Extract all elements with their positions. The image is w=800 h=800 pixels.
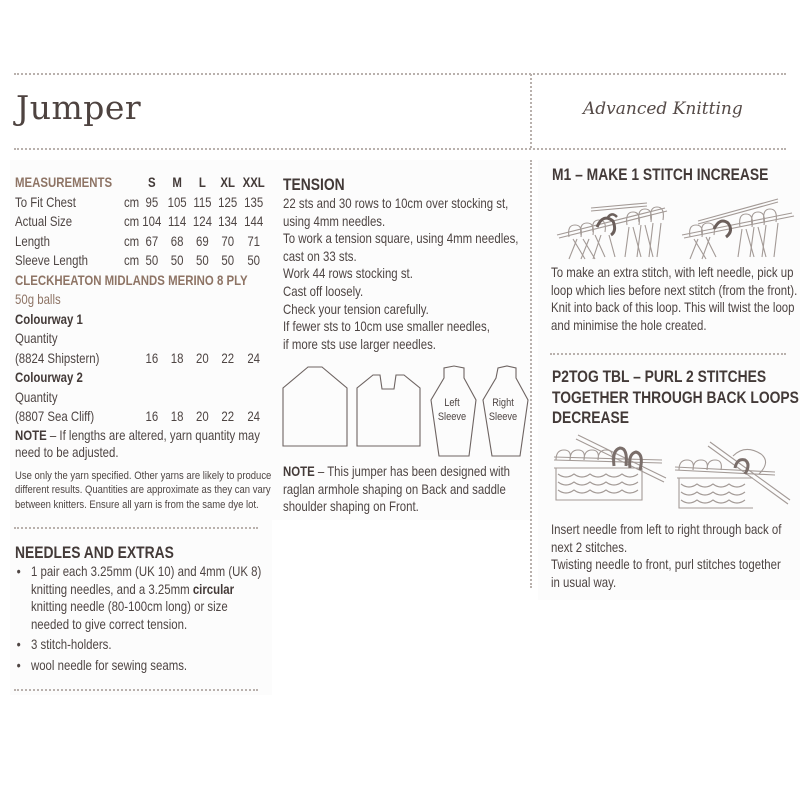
measurements-heading: MEASUREMENTS xyxy=(15,175,113,191)
page-title: Jumper xyxy=(16,88,142,127)
yarn-balls: 50g balls xyxy=(15,292,61,308)
p2tog-illustration-1-icon xyxy=(548,432,673,512)
left-sleeve-label: Left Sleeve xyxy=(437,397,467,423)
tension-heading: TENSION xyxy=(283,176,345,194)
design-note: NOTE – This jumper has been designed with raglan armhole shaping on Back and saddle shoulder shaping on Front. xyxy=(283,464,511,515)
m1-illustration-2-icon xyxy=(680,195,800,260)
table-row: (8824 Shipstern) 16 18 20 22 24 xyxy=(15,350,261,366)
yarn-note: NOTE – If lengths are altered, yarn quantity may need to be adjusted. xyxy=(15,427,260,461)
needles-top-rule xyxy=(14,527,258,529)
list-item: • wool needle for sewing seams. xyxy=(15,657,267,675)
needles-section xyxy=(15,544,315,675)
front-piece-shape xyxy=(357,375,420,446)
needles-bottom-rule xyxy=(14,689,258,691)
table-row: Length cm 67 68 69 70 71 xyxy=(15,233,261,249)
table-row: (8807 Sea Cliff) 16 18 20 22 24 xyxy=(15,409,261,425)
needles-list xyxy=(15,563,267,675)
measurements-header-row: MEASUREMENTS S M L XL XXL xyxy=(15,173,267,193)
list-item: • 1 pair each 3.25mm (UK 10) and 4mm (UK 8) knitting needles, and a 3.25mm circular knitting needle (80-100cm long) or size needed to give correct tension. xyxy=(15,563,267,633)
header-bottom-rule xyxy=(14,148,786,150)
yarn-brand: CLECKHEATON MIDLANDS MERINO 8 PLY xyxy=(15,272,248,288)
m1-section xyxy=(552,166,800,185)
header-top-rule xyxy=(14,73,786,75)
colourway-1-heading: Colourway 1 xyxy=(15,311,83,327)
m1-instructions: To make an extra stitch, with left needle, pick up loop which lies before next stitch (from the front). Knit into back of this loop. This will twist the loop and minimise the hole created. xyxy=(551,265,798,333)
page-subtitle: Advanced Knitting xyxy=(583,99,743,119)
needles-heading: NEEDLES AND EXTRAS xyxy=(15,544,174,562)
header-divider xyxy=(530,74,532,148)
p2tog-illustration-2-icon xyxy=(675,440,800,520)
tension-section xyxy=(283,176,583,353)
p2tog-section xyxy=(552,367,800,429)
p2tog-heading: P2TOG TBL – PURL 2 STITCHES TOGETHER THROUGH BACK LOOPS DECREASE xyxy=(552,368,799,427)
back-piece-shape xyxy=(283,367,347,446)
p2tog-instructions: Insert needle from left to right through back of next 2 stitches. Twisting needle to front, purl stitches together in usual way. xyxy=(551,522,782,590)
measurements-table: MEASUREMENTS S M L XL XXL To Fit Chest cm 95 105 115 125 135 Actual Size cm 104 114 124 134 144 Length cm 67 68 69 70 71 Sleeve Length cm 50 50 50 50 50 CLECKHEATON MIDLANDS MERINO 8 PLY 50g balls Colourway 1 Quantity (8824 Shipstern) 16 18 20 22 24 Colourway 2 Quantity (8807 Sea Cliff) 16 18 20 22 24 xyxy=(15,173,267,427)
tension-text: 22 sts and 30 rows to 10cm over stocking st, using 4mm needles. To work a tension square, using 4mm needles, cast on 33 sts. Work 44 rows stocking st. Cast off loosely. Check your tension carefully. If fewer sts to 10cm use smaller needles, if more sts use larger needles. xyxy=(283,196,519,352)
colourway-2-heading: Colourway 2 xyxy=(15,370,83,386)
m1-illustration-1-icon xyxy=(555,195,675,260)
right-sleeve-label: Right Sleeve xyxy=(488,397,518,423)
table-row: Sleeve Length cm 50 50 50 50 50 xyxy=(15,253,261,269)
technique-divider-rule xyxy=(550,353,786,355)
list-item: • 3 stitch-holders. xyxy=(15,636,267,654)
table-row: Actual Size cm 104 114 124 134 144 xyxy=(15,214,264,230)
yarn-disclaimer: Use only the yarn specified. Other yarns are likely to produce different results. Quantities are approximate as they can vary between knitters. Ensure all yarn is from the same dye lot. xyxy=(15,469,272,511)
yarn-brand-row xyxy=(15,271,267,291)
m1-heading: M1 – MAKE 1 STITCH INCREASE xyxy=(552,166,769,184)
table-row: To Fit Chest cm 95 105 115 125 135 xyxy=(15,194,264,210)
